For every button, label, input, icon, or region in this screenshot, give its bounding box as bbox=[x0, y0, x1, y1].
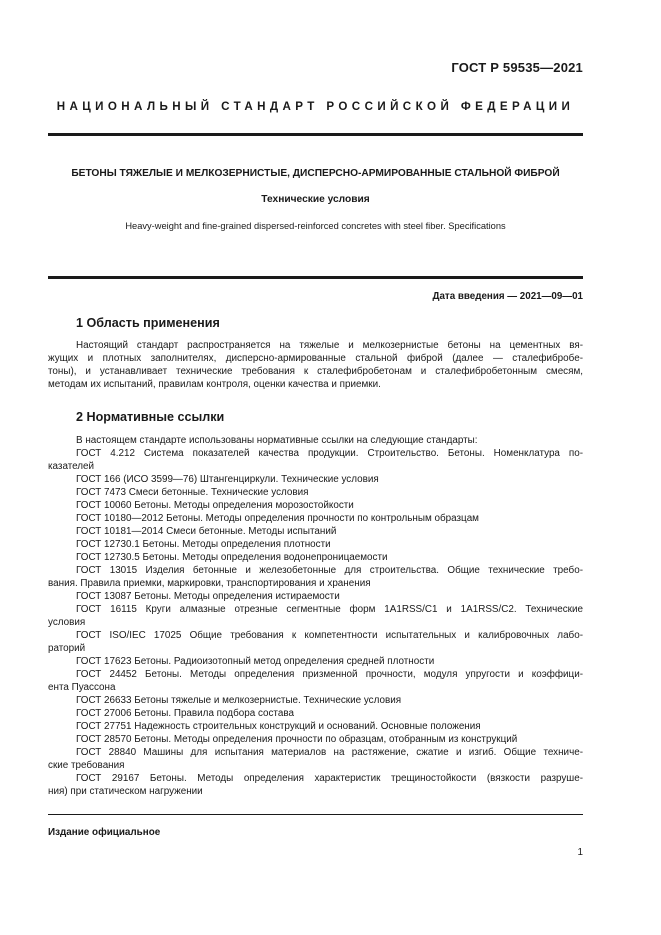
section-1-heading: 1 Область применения bbox=[76, 316, 220, 330]
reference-line: казателей bbox=[48, 461, 95, 472]
title-block-rule bbox=[48, 276, 583, 279]
reference-line: ГОСТ 7473 Смеси бетонные. Технические условия bbox=[76, 487, 309, 498]
reference-line: ента Пуассона bbox=[48, 682, 116, 693]
reference-line: ГОСТ 28570 Бетоны. Методы определения прочности по образцам, отобранным из конструкций bbox=[76, 734, 518, 745]
reference-line: ГОСТ 17623 Бетоны. Радиоизотопный метод определения средней плотности bbox=[76, 656, 435, 667]
national-standard-banner: НАЦИОНАЛЬНЫЙ СТАНДАРТ РОССИЙСКОЙ ФЕДЕРАЦИИ bbox=[56, 100, 575, 113]
reference-line: ские требования bbox=[48, 760, 125, 771]
reference-line: ГОСТ 166 (ИСО 3599—76) Штангенциркули. Технические условия bbox=[76, 474, 379, 485]
document-title-english: Heavy-weight and fine-grained dispersed-reinforced concretes with steel fiber. Specifications bbox=[125, 221, 506, 231]
reference-line: ГОСТ 10060 Бетоны. Методы определения морозостойкости bbox=[76, 500, 354, 511]
reference-line: ГОСТ ISO/IEC 17025 Общие требования к компетентности испытательных и калибровочных лабо- bbox=[76, 630, 583, 641]
reference-line: ГОСТ 13087 Бетоны. Методы определения истираемости bbox=[76, 591, 340, 602]
reference-line: ГОСТ 4.212 Система показателей качества продукции. Строительство. Бетоны. Номенклатура по- bbox=[76, 448, 583, 459]
page-number: 1 bbox=[577, 847, 583, 858]
section-1-body bbox=[48, 339, 583, 391]
reference-line: ГОСТ 10181—2014 Смеси бетонные. Методы испытаний bbox=[76, 526, 337, 537]
reference-line: ГОСТ 27006 Бетоны. Правила подбора состава bbox=[76, 708, 294, 719]
normative-references-list bbox=[48, 434, 583, 798]
document-title: БЕТОНЫ ТЯЖЕЛЫЕ И МЕЛКОЗЕРНИСТЫЕ, ДИСПЕРСНО-АРМИРОВАННЫЕ СТАЛЬНОЙ ФИБРОЙ bbox=[71, 168, 560, 179]
reference-line: ГОСТ 12730.1 Бетоны. Методы определения плотности bbox=[76, 539, 331, 550]
document-subtitle: Технические условия bbox=[261, 194, 370, 205]
introduction-date: Дата введения — 2021—09—01 bbox=[432, 291, 583, 302]
section-2-heading: 2 Нормативные ссылки bbox=[76, 410, 225, 424]
footer-rule bbox=[48, 814, 583, 815]
reference-line: ГОСТ 16115 Круги алмазные отрезные сегментные форм 1A1RSS/C1 и 1A1RSS/C2. Технические bbox=[76, 604, 583, 615]
references-intro-line: В настоящем стандарте использованы нормативные ссылки на следующие стандарты: bbox=[76, 435, 478, 446]
reference-line: ГОСТ 13015 Изделия бетонные и железобетонные для строительства. Общие технические требо- bbox=[76, 565, 583, 576]
section-1-line: тоны), и устанавливает технические требования к сталефибробетонам и сталефибробетонным смесям, bbox=[48, 366, 583, 377]
top-rule bbox=[48, 133, 583, 136]
reference-line: вания. Правила приемки, маркировки, транспортирования и хранения bbox=[48, 578, 371, 589]
reference-line: раторий bbox=[48, 643, 86, 654]
reference-line: ния) при статическом нагружении bbox=[48, 786, 203, 797]
official-edition-label: Издание официальное bbox=[48, 827, 161, 838]
reference-line: ГОСТ 10180—2012 Бетоны. Методы определения прочности по контрольным образцам bbox=[76, 513, 479, 524]
gost-number: ГОСТ Р 59535—2021 bbox=[451, 60, 583, 75]
section-1-line: жущих и плотных заполнителях, дисперсно-армированные стальной фиброй (далее — сталефибробе- bbox=[48, 353, 583, 364]
reference-line: ГОСТ 12730.5 Бетоны. Методы определения водонепроницаемости bbox=[76, 552, 388, 563]
reference-line: ГОСТ 29167 Бетоны. Методы определения характеристик трещиностойкости (вязкости разруше- bbox=[76, 773, 583, 784]
reference-line: ГОСТ 24452 Бетоны. Методы определения призменной прочности, модуля упругости и коэффици- bbox=[76, 669, 583, 680]
reference-line: ГОСТ 26633 Бетоны тяжелые и мелкозернистые. Технические условия bbox=[76, 695, 402, 706]
section-1-line: методам их испытаний, правилам контроля, оценки качества и приемки. bbox=[48, 379, 381, 390]
reference-line: ГОСТ 28840 Машины для испытания материалов на растяжение, сжатие и изгиб. Общие техниче- bbox=[76, 747, 583, 758]
section-1-line: Настоящий стандарт распространяется на тяжелые и мелкозернистые бетоны на цементных вя- bbox=[76, 340, 583, 351]
reference-line: условия bbox=[48, 617, 86, 628]
reference-line: ГОСТ 27751 Надежность строительных конструкций и оснований. Основные положения bbox=[76, 721, 481, 732]
